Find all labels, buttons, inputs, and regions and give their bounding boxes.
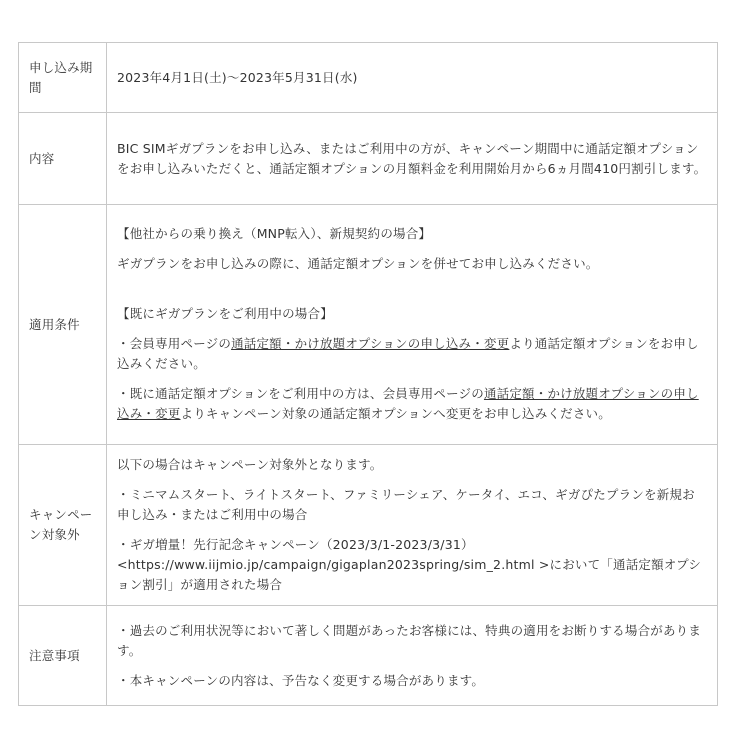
value-conditions bbox=[107, 205, 718, 445]
mnp-heading: 【他社からの乗り換え（MNP転入）、新規契約の場合】 bbox=[117, 225, 432, 241]
label-conditions: 適用条件 bbox=[19, 205, 107, 445]
row-content bbox=[19, 113, 718, 205]
row-notes bbox=[19, 606, 718, 706]
existing-heading: 【既にギガプランをご利用中の場合】 bbox=[117, 305, 333, 321]
label-excluded: キャンペーン対象外 bbox=[19, 445, 107, 606]
condition-item-2-prefix: ・既に通話定額オプションをご利用中の方は、会員専用ページの bbox=[117, 385, 484, 401]
campaign-info-table bbox=[18, 42, 718, 706]
label-content: 内容 bbox=[19, 113, 107, 205]
row-period bbox=[19, 43, 718, 113]
value-content: BIC SIMギガプランをお申し込み、またはご利用中の方が、キャンペーン期間中に通話定額オプションをお申し込みいただくと、通話定額オプションの月額料金を利用開始月から6ヵ月間410円割引します。 bbox=[107, 113, 718, 205]
condition-item-1-suffix: より通話定額オプションをお申し込みください。 bbox=[117, 335, 699, 371]
excluded-item-1: ・ミニマムスタート、ライトスタート、ファミリーシェア、ケータイ、エコ、ギガぴたプランを新規お申し込み・またはご利用中の場合 bbox=[117, 487, 695, 522]
condition-item-2-suffix: よりキャンペーン対象の通話定額オプションへ変更をお申し込みください。 bbox=[180, 405, 611, 421]
condition-item-2 bbox=[117, 384, 707, 424]
value-period: 2023年4月1日(土)〜2023年5月31日(水) bbox=[107, 43, 718, 113]
option-change-link-2[interactable]: 通話定額・かけ放題オプションの申し込み・変更 bbox=[117, 385, 699, 421]
condition-item-1 bbox=[117, 334, 707, 374]
label-period: 申し込み期間 bbox=[19, 43, 107, 113]
excluded-intro: 以下の場合はキャンペーン対象外となります。 bbox=[117, 457, 383, 472]
condition-item-1-prefix: ・会員専用ページの bbox=[117, 335, 232, 351]
excluded-item-2: ・ギガ増量！先行記念キャンペーン（2023/3/1-2023/3/31）<https://www.iijmio.jp/campaign/gigaplan2023spring/sim_2.html >において「通話定額オプション割引」が適用された場合 bbox=[117, 537, 702, 592]
option-change-link-1[interactable]: 通話定額・かけ放題オプションの申し込み・変更 bbox=[231, 335, 510, 351]
row-excluded bbox=[19, 445, 718, 606]
value-notes bbox=[107, 606, 718, 706]
notes-item-1: ・過去のご利用状況等において著しく問題があったお客様には、特典の適用をお断りする場合があります。 bbox=[117, 622, 702, 658]
label-notes: 注意事項 bbox=[19, 606, 107, 706]
value-excluded bbox=[107, 445, 718, 606]
mnp-text: ギガプランをお申し込みの際に、通話定額オプションを併せてお申し込みください。 bbox=[117, 255, 599, 271]
notes-item-2: ・本キャンペーンの内容は、予告なく変更する場合があります。 bbox=[117, 672, 485, 688]
row-conditions bbox=[19, 205, 718, 445]
